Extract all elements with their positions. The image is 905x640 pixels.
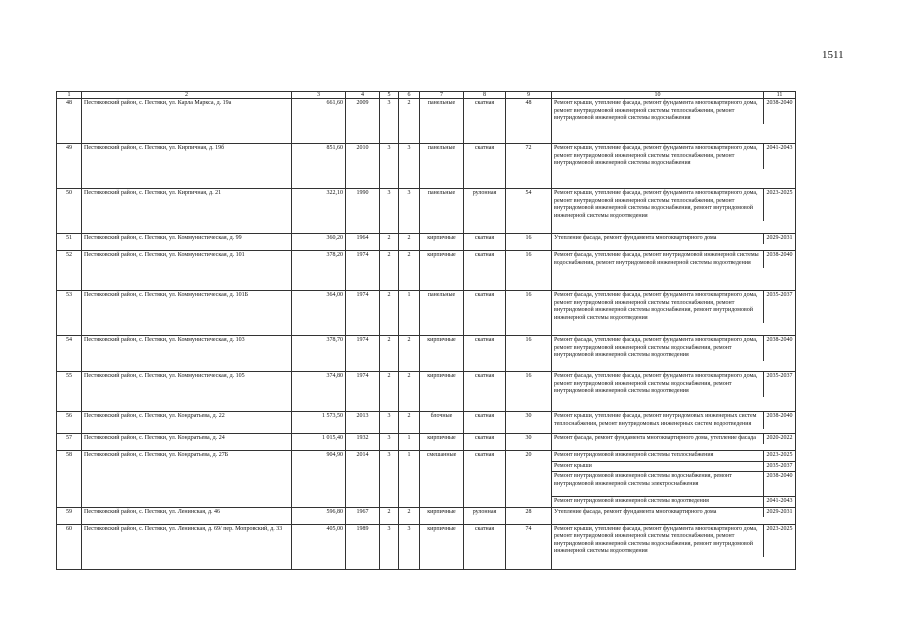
work-description: Ремонт крыши, утепление фасада, ремонт фундамента многоквартирного дома, ремонт внутридомовой инженерной системы теплоснабжения, ремонт внутридомовой инженерной системы водоснабжения, ремонт внутридомовой инженерной системы водоотведения: [552, 189, 764, 221]
work-years: 2038-2040: [766, 473, 793, 479]
entrances-cell: 3: [399, 189, 420, 234]
work-description: Утепление фасада, ремонт фундамента многоквартирного дома: [552, 508, 764, 518]
work-item: [552, 451, 795, 462]
floors-cell: 3: [380, 434, 399, 451]
works-cell: [552, 234, 796, 251]
work-description: Ремонт фасада, утепление фасада, ремонт фундамента многоквартирного дома, ремонт внутридомовой инженерной системы водоснабжения, ремонт внутридомовой инженерной системы водоотведения: [552, 336, 764, 361]
work-description: Ремонт крыши, утепление фасада, ремонт внутридомовых инженерных систем теплоснабжения, ремонт внутридомовых инженерных систем водоотведения: [552, 412, 764, 429]
work-description: Ремонт фасада, утепление фасада, ремонт фундамента многоквартирного дома, ремонт внутридомовой инженерной системы водоснабжения, ремонт внутридомовой инженерной системы водоотведения: [552, 372, 764, 397]
floors-cell: 3: [380, 451, 399, 508]
wall-material-cell: кирпичные: [420, 372, 464, 412]
work-years: 2029-2031: [766, 508, 793, 515]
table-row: [57, 434, 796, 451]
roof-type-cell: скатная: [464, 451, 506, 508]
column-number: 10: [552, 92, 764, 99]
address-cell: Пестяковский район, с. Пестяки, ул. Ленинская, д. 69/ пер. Мопровский, д. 33: [82, 524, 292, 569]
row-number: 56: [57, 412, 82, 434]
works-cell: [552, 189, 796, 234]
work-item: [552, 434, 795, 444]
wall-material-cell: кирпичные: [420, 251, 464, 291]
column-number: 7: [420, 92, 464, 99]
area-cell: 378,20: [292, 251, 346, 291]
work-item: [552, 144, 795, 169]
work-description: Утепление фасада, ремонт фундамента многоквартирного дома: [552, 234, 764, 244]
register-table: [56, 91, 796, 570]
apartments-cell: 16: [506, 336, 552, 372]
apartments-cell: 16: [506, 251, 552, 291]
work-item: [552, 412, 795, 429]
work-description: Ремонт крыши: [552, 462, 764, 472]
year-cell: 1974: [346, 291, 380, 336]
table-row: [57, 99, 796, 144]
works-cell: [552, 144, 796, 189]
row-number: 50: [57, 189, 82, 234]
area-cell: 374,80: [292, 372, 346, 412]
entrances-cell: 3: [399, 524, 420, 569]
work-years: 2023-2025: [766, 452, 793, 458]
roof-type-cell: рулонная: [464, 189, 506, 234]
roof-type-cell: скатная: [464, 372, 506, 412]
work-item: [552, 508, 795, 518]
floors-cell: 2: [380, 251, 399, 291]
year-cell: 1990: [346, 189, 380, 234]
area-cell: 904,90: [292, 451, 346, 508]
work-item: [552, 525, 795, 557]
table-row: [57, 372, 796, 412]
address-cell: Пестяковский район, с. Пестяки, ул. Коммунистическая, д. 99: [82, 234, 292, 251]
column-number: 11: [764, 92, 796, 99]
roof-type-cell: скатная: [464, 291, 506, 336]
roof-type-cell: скатная: [464, 99, 506, 144]
work-years: 2038-2040: [766, 100, 793, 106]
year-cell: 1974: [346, 336, 380, 372]
year-cell: 2010: [346, 144, 380, 189]
floors-cell: 3: [380, 144, 399, 189]
floors-cell: 3: [380, 189, 399, 234]
column-number: 8: [464, 92, 506, 99]
wall-material-cell: блочные: [420, 412, 464, 434]
column-number: 3: [292, 92, 346, 99]
entrances-cell: 3: [399, 144, 420, 189]
column-number: 4: [346, 92, 380, 99]
apartments-cell: 30: [506, 412, 552, 434]
table-row: [57, 251, 796, 291]
address-cell: Пестяковский район, с. Пестяки, ул. Ленинская, д. 46: [82, 507, 292, 524]
area-cell: 1 015,40: [292, 434, 346, 451]
work-description: Ремонт крыши, утепление фасада, ремонт фундамента многоквартирного дома, ремонт внутридомовой инженерной системы теплоснабжения, ремонт внутридомовой инженерной системы водоснабжения: [552, 144, 764, 169]
wall-material-cell: кирпичные: [420, 234, 464, 251]
entrances-cell: 2: [399, 372, 420, 412]
work-item: [552, 189, 795, 221]
work-years: 2020-2022: [766, 435, 793, 441]
entrances-cell: 2: [399, 234, 420, 251]
year-cell: 2014: [346, 451, 380, 508]
wall-material-cell: смешанные: [420, 451, 464, 508]
row-number: 57: [57, 434, 82, 451]
works-cell: [552, 336, 796, 372]
table-row: [57, 336, 796, 372]
floors-cell: 2: [380, 507, 399, 524]
work-years: 2023-2025: [766, 190, 793, 196]
address-cell: Пестяковский район, с. Пестяки, ул. Кирпичная, д. 19б: [82, 144, 292, 189]
area-cell: 1 573,50: [292, 412, 346, 434]
wall-material-cell: кирпичные: [420, 507, 464, 524]
year-cell: 1974: [346, 251, 380, 291]
floors-cell: 2: [380, 234, 399, 251]
work-years: 2038-2040: [766, 252, 793, 258]
wall-material-cell: кирпичные: [420, 434, 464, 451]
column-number: 1: [57, 92, 82, 99]
address-cell: Пестяковский район, с. Пестяки, ул. Коммунистическая, д. 101: [82, 251, 292, 291]
work-description: Ремонт фасада, утепление фасада, ремонт внутридомовой инженерной системы водоснабжения, ремонт внутридомовой инженерной системы водоотведения: [552, 251, 764, 268]
apartments-cell: 30: [506, 434, 552, 451]
entrances-cell: 2: [399, 507, 420, 524]
wall-material-cell: панельные: [420, 99, 464, 144]
wall-material-cell: кирпичные: [420, 336, 464, 372]
entrances-cell: 1: [399, 434, 420, 451]
apartments-cell: 20: [506, 451, 552, 508]
address-cell: Пестяковский район, с. Пестяки, ул. Коммунистическая, д. 101Б: [82, 291, 292, 336]
work-years: 2029-2031: [766, 235, 793, 241]
work-years: 2035-2037: [766, 462, 793, 469]
work-years: 2041-2043: [766, 145, 793, 151]
work-item: [552, 372, 795, 397]
page-number: 1511: [822, 49, 844, 61]
table-row: [57, 234, 796, 251]
roof-type-cell: скатная: [464, 434, 506, 451]
area-cell: 322,10: [292, 189, 346, 234]
entrances-cell: 2: [399, 99, 420, 144]
entrances-cell: 2: [399, 336, 420, 372]
column-number: 6: [399, 92, 420, 99]
row-number: 58: [57, 451, 82, 508]
area-cell: 596,80: [292, 507, 346, 524]
year-cell: 1974: [346, 372, 380, 412]
works-cell: [552, 524, 796, 569]
work-years: 2023-2025: [766, 525, 793, 532]
wall-material-cell: панельные: [420, 189, 464, 234]
address-cell: Пестяковский район, с. Пестяки, ул. Кирпичная, д. 21: [82, 189, 292, 234]
row-number: 52: [57, 251, 82, 291]
row-number: 54: [57, 336, 82, 372]
work-item: [552, 251, 795, 268]
work-description: Ремонт внутридомовой инженерной системы водоснабжения, ремонт внутридомовой инженерной системы электроснабжения: [552, 472, 764, 496]
works-cell: [552, 99, 796, 144]
area-cell: 364,00: [292, 291, 346, 336]
roof-type-cell: скатная: [464, 524, 506, 569]
roof-type-cell: скатная: [464, 412, 506, 434]
apartments-cell: 48: [506, 99, 552, 144]
year-cell: 1989: [346, 524, 380, 569]
work-description: Ремонт внутридомовой инженерной системы водоотведения: [552, 497, 764, 507]
area-cell: 851,60: [292, 144, 346, 189]
year-cell: 1932: [346, 434, 380, 451]
table-row: [57, 144, 796, 189]
address-cell: Пестяковский район, с. Пестяки, ул. Коммунистическая, д. 103: [82, 336, 292, 372]
address-cell: Пестяковский район, с. Пестяки, ул. Кондратьева, д. 22: [82, 412, 292, 434]
roof-type-cell: скатная: [464, 234, 506, 251]
row-number: 55: [57, 372, 82, 412]
work-years: 2035-2037: [766, 373, 793, 379]
table-row: [57, 524, 796, 569]
work-description: Ремонт фасада, ремонт фундамента многоквартирного дома, утепление фасада: [552, 434, 764, 444]
address-cell: Пестяковский район, с. Пестяки, ул. Карла Маркса, д. 19а: [82, 99, 292, 144]
table-row: [57, 507, 796, 524]
table-row: [57, 412, 796, 434]
year-cell: 2013: [346, 412, 380, 434]
column-number: 9: [506, 92, 552, 99]
works-cell: [552, 434, 796, 451]
roof-type-cell: скатная: [464, 251, 506, 291]
work-item: [552, 291, 795, 323]
area-cell: 405,00: [292, 524, 346, 569]
floors-cell: 3: [380, 412, 399, 434]
works-cell: [552, 251, 796, 291]
entrances-cell: 2: [399, 251, 420, 291]
work-description: Ремонт крыши, утепление фасада, ремонт фундамента многоквартирного дома, ремонт внутридомовой инженерной системы теплоснабжения, ремонт внутридомовой инженерной системы водоснабжения: [552, 99, 764, 124]
row-number: 59: [57, 507, 82, 524]
area-cell: 661,60: [292, 99, 346, 144]
floors-cell: 3: [380, 524, 399, 569]
area-cell: 360,20: [292, 234, 346, 251]
work-years: 2038-2040: [766, 337, 793, 343]
works-cell: [552, 507, 796, 524]
wall-material-cell: панельные: [420, 291, 464, 336]
work-description: Ремонт фасада, утепление фасада, ремонт фундамента многоквартирного дома, ремонт внутридомовой инженерной системы теплоснабжения, ремонт внутридомовой инженерной системы водоснабжения, ремонт внутридомовой инженерной системы водоотведения: [552, 291, 764, 323]
work-item: [552, 336, 795, 361]
apartments-cell: 74: [506, 524, 552, 569]
works-cell: [552, 291, 796, 336]
column-number: 5: [380, 92, 399, 99]
row-number: 48: [57, 99, 82, 144]
entrances-cell: 1: [399, 451, 420, 508]
works-cell: [552, 412, 796, 434]
works-cell: [552, 372, 796, 412]
roof-type-cell: скатная: [464, 336, 506, 372]
table-row: [57, 189, 796, 234]
column-number-row: [57, 92, 796, 99]
row-number: 53: [57, 291, 82, 336]
table-row: [57, 291, 796, 336]
row-number: 49: [57, 144, 82, 189]
work-years: 2035-2037: [766, 292, 793, 298]
apartments-cell: 16: [506, 291, 552, 336]
floors-cell: 2: [380, 372, 399, 412]
wall-material-cell: панельные: [420, 144, 464, 189]
address-cell: Пестяковский район, с. Пестяки, ул. Кондратьева, д. 27Б: [82, 451, 292, 508]
table-row: [57, 451, 796, 508]
year-cell: 2009: [346, 99, 380, 144]
work-item: [552, 462, 795, 473]
roof-type-cell: скатная: [464, 144, 506, 189]
floors-cell: 3: [380, 99, 399, 144]
work-item: [552, 234, 795, 244]
work-description: Ремонт крыши, утепление фасада, ремонт фундамента многоквартирного дома, ремонт внутридомовой инженерной системы теплоснабжения, ремонт внутридомовой инженерной системы водоснабжения, ремонт внутридомовой инженерной системы водоотведения: [552, 525, 764, 557]
work-item: [552, 99, 795, 124]
year-cell: 1964: [346, 234, 380, 251]
floors-cell: 2: [380, 336, 399, 372]
apartments-cell: 54: [506, 189, 552, 234]
row-number: 60: [57, 524, 82, 569]
work-years: 2041-2043: [766, 498, 793, 504]
work-years: 2038-2040: [766, 413, 793, 419]
year-cell: 1967: [346, 507, 380, 524]
address-cell: Пестяковский район, с. Пестяки, ул. Кондратьева, д. 24: [82, 434, 292, 451]
area-cell: 378,70: [292, 336, 346, 372]
work-item: [552, 497, 795, 507]
address-cell: Пестяковский район, с. Пестяки, ул. Коммунистическая, д. 105: [82, 372, 292, 412]
row-number: 51: [57, 234, 82, 251]
apartments-cell: 16: [506, 372, 552, 412]
column-number: 2: [82, 92, 292, 99]
work-description: Ремонт внутридомовой инженерной системы теплоснабжения: [552, 451, 764, 461]
apartments-cell: 28: [506, 507, 552, 524]
wall-material-cell: кирпичные: [420, 524, 464, 569]
entrances-cell: 1: [399, 291, 420, 336]
apartments-cell: 16: [506, 234, 552, 251]
work-item: [552, 472, 795, 497]
apartments-cell: 72: [506, 144, 552, 189]
roof-type-cell: рулонная: [464, 507, 506, 524]
entrances-cell: 2: [399, 412, 420, 434]
floors-cell: 2: [380, 291, 399, 336]
works-cell: [552, 451, 796, 508]
